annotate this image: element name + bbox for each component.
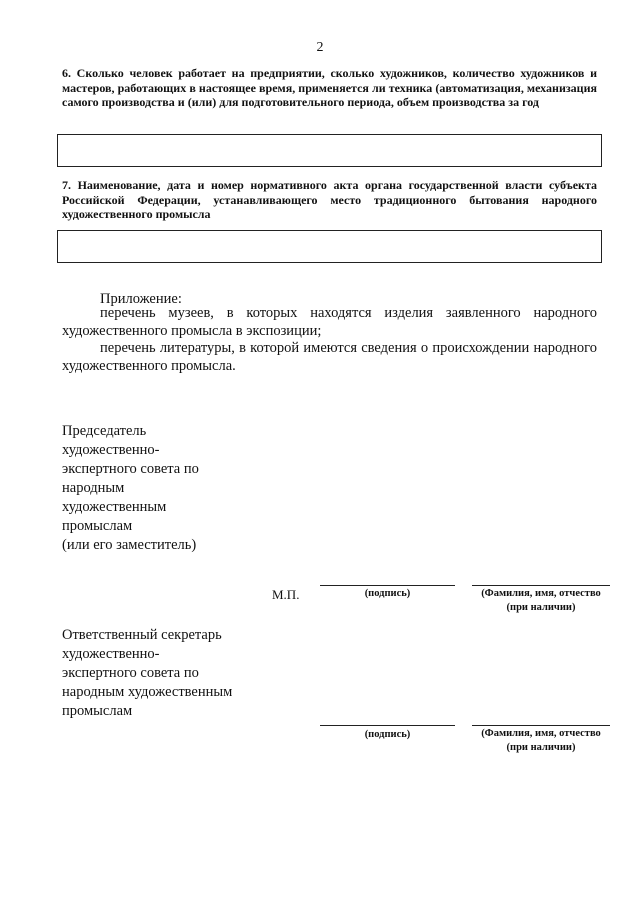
chairman-title (62, 422, 262, 555)
appendix-title: Приложение: (100, 291, 182, 307)
chairman-title-line: экспертного совета по (62, 461, 199, 477)
chairman-title-line: художественным (62, 499, 167, 515)
secretary-title-line: художественно- (62, 646, 160, 662)
chairman-title-line: Председатель (62, 423, 147, 439)
question-6-answer-box[interactable] (57, 134, 602, 167)
stamp-placeholder: М.П. (272, 587, 300, 602)
secretary-title-line: Ответственный секретарь (62, 627, 222, 643)
appendix-list (62, 305, 597, 375)
secretary-title-line: народным художественным (62, 684, 233, 700)
chairman-title-line: (или его заместитель) (62, 537, 197, 553)
name-caption-line: (Фамилия, имя, отчество (481, 728, 601, 739)
secretary-name-caption (466, 727, 616, 755)
appendix-item-museums: перечень музеев, в которых находятся изделия заявленного народного художественного промысла в экспозиции; (62, 305, 597, 339)
appendix-item-literature: перечень литературы, в которой имеются сведения о происхождении народного художественного промысла. (62, 340, 597, 374)
chairman-title-line: художественно- (62, 442, 160, 458)
name-caption-line: (Фамилия, имя, отчество (481, 588, 601, 599)
chairman-title-line: народным (62, 480, 125, 496)
chairman-name-line[interactable] (472, 585, 610, 586)
question-7-text: 7. Наименование, дата и номер нормативного акта органа государственной власти субъекта Российской Федерации, устанавливающего место традиционного бытования народного художественного промысла (62, 178, 597, 221)
page-number: 2 (316, 40, 324, 55)
chairman-signature-line[interactable] (320, 585, 455, 586)
question-6-text: 6. Сколько человек работает на предприятии, сколько художников, количество художников и мастеров, работающих в настоящее время, применяется ли техника (автоматизация, механизация самого производства и (или) для подготовительного периода, объем производства за год (62, 66, 597, 109)
name-caption-line: (при наличии) (506, 742, 576, 753)
secretary-title (62, 626, 302, 721)
secretary-name-line[interactable] (472, 725, 610, 726)
chairman-signature-caption: (подпись) (364, 588, 411, 599)
chairman-name-caption (466, 587, 616, 615)
secretary-title-line: экспертного совета по (62, 665, 199, 681)
secretary-signature-line[interactable] (320, 725, 455, 726)
question-7-answer-box[interactable] (57, 230, 602, 263)
chairman-title-line: промыслам (62, 518, 133, 534)
secretary-signature-caption: (подпись) (364, 729, 411, 740)
secretary-title-line: промыслам (62, 703, 133, 719)
name-caption-line: (при наличии) (506, 602, 576, 613)
